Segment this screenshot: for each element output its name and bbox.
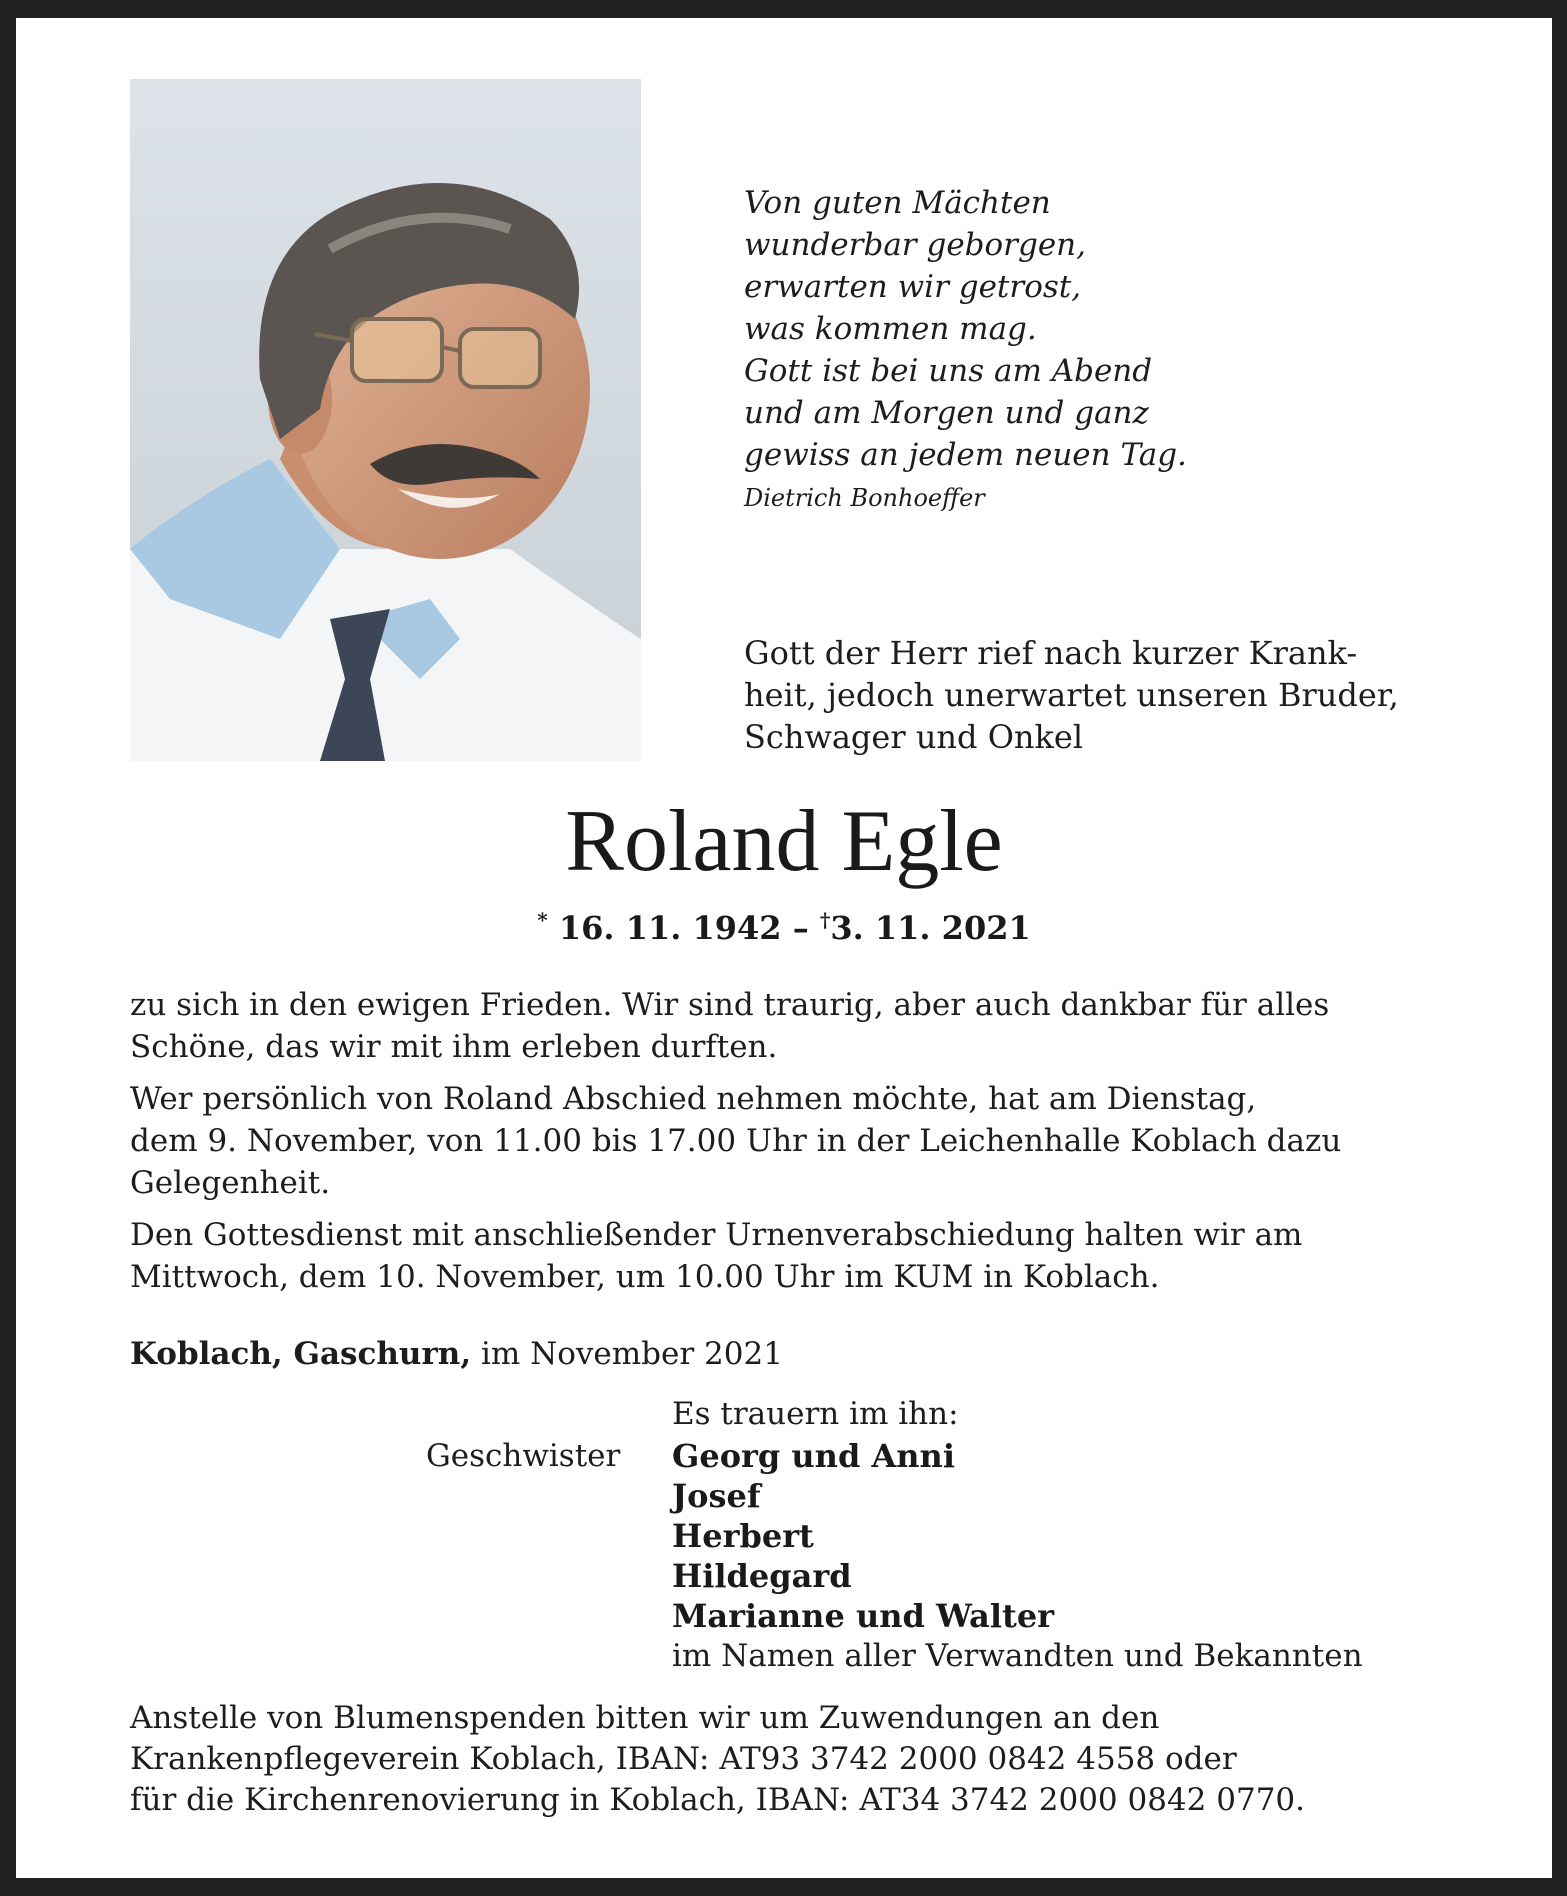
donation-line: Krankenpflegeverein Koblach, IBAN: AT93 3742 2000 0842 4558 oder bbox=[130, 1741, 1237, 1777]
body-line: zu sich in den ewigen Frieden. Wir sind traurig, aber auch dankbar für alles bbox=[130, 987, 1330, 1023]
body-text bbox=[130, 984, 1430, 1308]
deceased-name: Roland Egle bbox=[565, 793, 1003, 890]
body-line: Den Gottesdienst mit anschließender Urnenverabschiedung halten wir am bbox=[130, 1217, 1303, 1253]
donation-note bbox=[130, 1698, 1430, 1821]
poem-line: was kommen mag. bbox=[744, 311, 1037, 347]
life-dates bbox=[16, 908, 1552, 947]
body-line: Mittwoch, dem 10. November, um 10.00 Uhr im KUM in Koblach. bbox=[130, 1259, 1160, 1295]
death-symbol: † bbox=[819, 908, 831, 932]
poem-line: und am Morgen und ganz bbox=[744, 395, 1149, 431]
intro-line: Schwager und Onkel bbox=[744, 718, 1084, 756]
place-month: im November 2021 bbox=[480, 1336, 783, 1372]
mourner-name: Georg und Anni bbox=[672, 1437, 955, 1475]
body-line: Wer persönlich von Roland Abschied nehmen möchte, hat am Dienstag, bbox=[130, 1081, 1257, 1117]
mourner-name: Josef bbox=[672, 1477, 761, 1515]
poem-line: erwarten wir getrost, bbox=[744, 269, 1082, 305]
mourners-group-label: Geschwister bbox=[426, 1438, 621, 1474]
mourner-name: Herbert bbox=[672, 1517, 814, 1555]
body-line: dem 9. November, von 11.00 bis 17.00 Uhr in der Leichenhalle Koblach dazu bbox=[130, 1123, 1342, 1159]
intro-text bbox=[744, 632, 1424, 758]
portrait-photo bbox=[130, 79, 641, 761]
portrait-illustration bbox=[130, 79, 641, 761]
mourners-footer: im Namen aller Verwandten und Bekannten bbox=[672, 1638, 1363, 1674]
donation-line: Anstelle von Blumenspenden bitten wir um Zuwendungen an den bbox=[130, 1700, 1160, 1736]
poem bbox=[744, 182, 1344, 476]
death-date: 3. 11. 2021 bbox=[830, 909, 1031, 947]
poem-author: Dietrich Bonhoeffer bbox=[744, 484, 985, 512]
mourner-name: Hildegard bbox=[672, 1557, 852, 1595]
mourners-heading: Es trauern im ihn: bbox=[672, 1396, 959, 1432]
mourners-list bbox=[672, 1436, 1054, 1636]
body-paragraph bbox=[130, 984, 1430, 1068]
birth-date: 16. 11. 1942 bbox=[558, 909, 782, 947]
intro-line: Gott der Herr rief nach kurzer Krank- bbox=[744, 634, 1358, 672]
body-line: Gelegenheit. bbox=[130, 1165, 331, 1201]
body-paragraph bbox=[130, 1078, 1430, 1204]
poem-line: gewiss an jedem neuen Tag. bbox=[744, 437, 1187, 473]
date-separator: – bbox=[792, 909, 809, 947]
place-locations: Koblach, Gaschurn, bbox=[130, 1336, 472, 1372]
birth-symbol: * bbox=[537, 908, 548, 932]
poem-line: Gott ist bei uns am Abend bbox=[744, 353, 1153, 389]
poem-line: Von guten Mächten bbox=[744, 185, 1051, 221]
poem-line: wunderbar geborgen, bbox=[744, 227, 1086, 263]
obituary-sheet bbox=[16, 18, 1552, 1878]
intro-line: heit, jedoch unerwartet unseren Bruder, bbox=[744, 676, 1399, 714]
place-date bbox=[130, 1336, 783, 1372]
body-paragraph bbox=[130, 1214, 1430, 1298]
mourner-name: Marianne und Walter bbox=[672, 1597, 1055, 1635]
body-line: Schöne, das wir mit ihm erleben durften. bbox=[130, 1029, 778, 1065]
donation-line: für die Kirchenrenovierung in Koblach, IBAN: AT34 3742 2000 0842 0770. bbox=[130, 1782, 1306, 1818]
